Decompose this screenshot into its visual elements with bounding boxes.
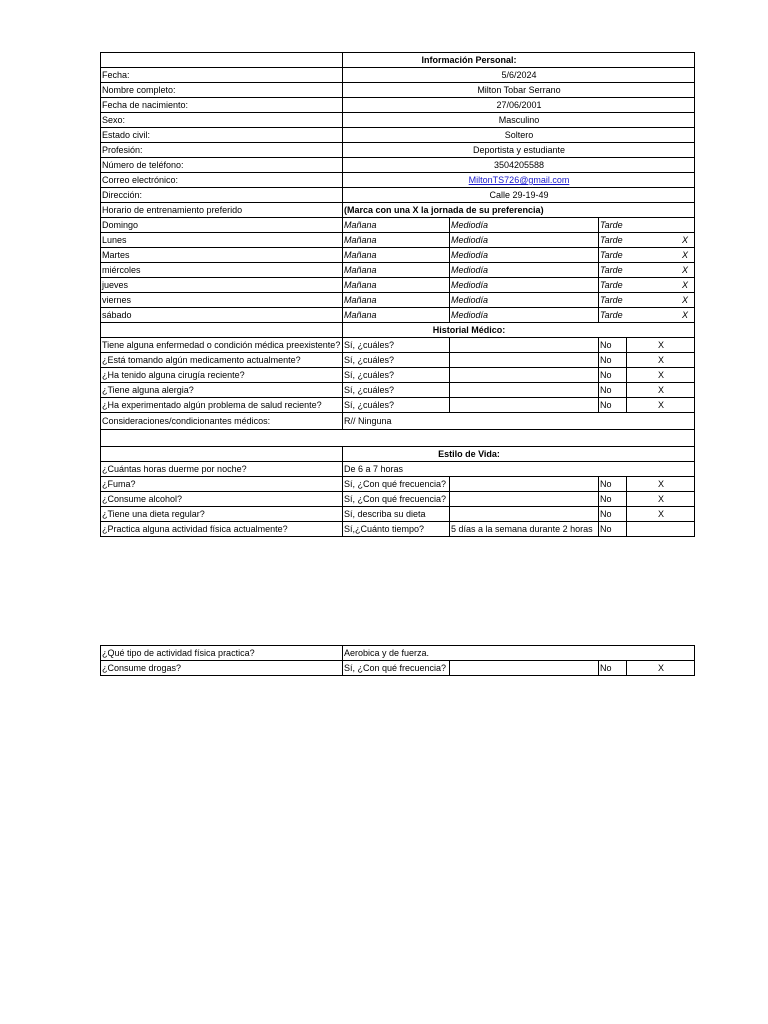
medical-question: ¿Ha experimentado algún problema de salud reciente?: [101, 398, 343, 413]
schedule-tarde[interactable]: Tarde: [599, 233, 627, 248]
activity-no-option[interactable]: No: [599, 522, 627, 537]
lifestyle-no-option[interactable]: No: [599, 492, 627, 507]
activity-yes-option[interactable]: Sí,¿Cuánto tiempo?: [343, 522, 450, 537]
schedule-mark: X: [627, 278, 695, 293]
schedule-label: Horario de entrenamiento preferido: [101, 203, 343, 218]
drugs-yes-option[interactable]: Sí, ¿Con qué frecuencia?: [343, 661, 450, 676]
personal-label: Fecha:: [101, 68, 343, 83]
lifestyle-yes-option[interactable]: Sí, ¿Con qué frecuencia?: [343, 492, 450, 507]
personal-label: Estado civil:: [101, 128, 343, 143]
lifestyle-mark: X: [627, 477, 695, 492]
lifestyle-title: Estilo de Vida:: [343, 447, 695, 462]
medical-mark: X: [627, 338, 695, 353]
form-sheet: [100, 52, 694, 537]
personal-label: Correo electrónico:: [101, 173, 343, 188]
sleep-question: ¿Cuántas horas duerme por noche?: [101, 462, 343, 477]
lifestyle-question: ¿Consume alcohol?: [101, 492, 343, 507]
schedule-mark: X: [627, 263, 695, 278]
schedule-manana[interactable]: Mañana: [343, 233, 450, 248]
schedule-mediodia[interactable]: Mediodía: [450, 263, 599, 278]
personal-value: Soltero: [343, 128, 695, 143]
medical-no-option[interactable]: No: [599, 368, 627, 383]
activity-type-question: ¿Qué tipo de actividad física practica?: [101, 646, 343, 661]
schedule-mark: X: [627, 308, 695, 323]
schedule-tarde[interactable]: Tarde: [599, 278, 627, 293]
personal-label: Sexo:: [101, 113, 343, 128]
medical-no-option[interactable]: No: [599, 398, 627, 413]
schedule-manana[interactable]: Mañana: [343, 278, 450, 293]
personal-label: Número de teléfono:: [101, 158, 343, 173]
schedule-mark: [627, 218, 695, 233]
activity-question: ¿Practica alguna actividad física actualmente?: [101, 522, 343, 537]
medical-yes-option[interactable]: Sí, ¿cuáles?: [343, 398, 450, 413]
personal-label: Fecha de nacimiento:: [101, 98, 343, 113]
medical-no-option[interactable]: No: [599, 353, 627, 368]
schedule-mediodia[interactable]: Mediodía: [450, 278, 599, 293]
schedule-day: jueves: [101, 278, 343, 293]
medical-mark: X: [627, 383, 695, 398]
personal-value: Milton Tobar Serrano: [343, 83, 695, 98]
blank-row: [101, 430, 695, 447]
schedule-tarde[interactable]: Tarde: [599, 293, 627, 308]
schedule-manana[interactable]: Mañana: [343, 218, 450, 233]
schedule-mark: X: [627, 248, 695, 263]
medical-question: ¿Tiene alguna alergia?: [101, 383, 343, 398]
schedule-tarde[interactable]: Tarde: [599, 308, 627, 323]
schedule-tarde[interactable]: Tarde: [599, 263, 627, 278]
medical-title: Historial Médico:: [343, 323, 695, 338]
schedule-day: sábado: [101, 308, 343, 323]
medical-no-option[interactable]: No: [599, 383, 627, 398]
lifestyle-yes-option[interactable]: Sí, describa su dieta: [343, 507, 450, 522]
schedule-mediodia[interactable]: Mediodía: [450, 233, 599, 248]
activity-type-answer[interactable]: Aerobica y de fuerza.: [343, 646, 695, 661]
schedule-tarde[interactable]: Tarde: [599, 248, 627, 263]
schedule-day: miércoles: [101, 263, 343, 278]
schedule-mediodia[interactable]: Mediodía: [450, 248, 599, 263]
personal-label: Dirección:: [101, 188, 343, 203]
medical-question: ¿Ha tenido alguna cirugía reciente?: [101, 368, 343, 383]
schedule-day: viernes: [101, 293, 343, 308]
lifestyle-question: ¿Fuma?: [101, 477, 343, 492]
medical-question: Tiene alguna enfermedad o condición médica preexistente?: [101, 338, 343, 353]
schedule-mediodia[interactable]: Mediodía: [450, 218, 599, 233]
medical-mark: X: [627, 353, 695, 368]
personal-value: 27/06/2001: [343, 98, 695, 113]
considerations-label: Consideraciones/condicionantes médicos:: [101, 413, 343, 430]
personal-label: Profesión:: [101, 143, 343, 158]
considerations-value[interactable]: R// Ninguna: [343, 413, 695, 430]
medical-mark: X: [627, 368, 695, 383]
drugs-question: ¿Consume drogas?: [101, 661, 343, 676]
main-form-table: [100, 52, 695, 537]
lifestyle-mark: X: [627, 507, 695, 522]
email-link[interactable]: MiltonTS726@gmail.com: [468, 175, 570, 185]
lifestyle-mark: X: [627, 492, 695, 507]
personal-title: Información Personal:: [343, 53, 695, 68]
medical-yes-option[interactable]: Sí, ¿cuáles?: [343, 368, 450, 383]
lifestyle-no-option[interactable]: No: [599, 507, 627, 522]
personal-value: 5/6/2024: [343, 68, 695, 83]
drugs-no-option[interactable]: No: [599, 661, 627, 676]
schedule-day: Martes: [101, 248, 343, 263]
extra-form-section: [100, 645, 694, 676]
medical-no-option[interactable]: No: [599, 338, 627, 353]
personal-value: Calle 29-19-49: [343, 188, 695, 203]
extra-form-table: [100, 645, 695, 676]
schedule-tarde[interactable]: Tarde: [599, 218, 627, 233]
schedule-mark: X: [627, 293, 695, 308]
personal-value: Masculino: [343, 113, 695, 128]
sleep-answer[interactable]: De 6 a 7 horas: [343, 462, 695, 477]
schedule-manana[interactable]: Mañana: [343, 308, 450, 323]
personal-value: Deportista y estudiante: [343, 143, 695, 158]
personal-value: 3504205588: [343, 158, 695, 173]
medical-yes-option[interactable]: Sí, ¿cuáles?: [343, 383, 450, 398]
schedule-instruction: (Marca con una X la jornada de su preferencia): [343, 203, 695, 218]
schedule-mark: X: [627, 233, 695, 248]
medical-yes-option[interactable]: Sí, ¿cuáles?: [343, 338, 450, 353]
medical-mark: X: [627, 398, 695, 413]
schedule-mediodia[interactable]: Mediodía: [450, 293, 599, 308]
activity-detail[interactable]: 5 días a la semana durante 2 horas: [450, 522, 599, 537]
lifestyle-no-option[interactable]: No: [599, 477, 627, 492]
schedule-manana[interactable]: Mañana: [343, 263, 450, 278]
medical-question: ¿Está tomando algún medicamento actualmente?: [101, 353, 343, 368]
lifestyle-yes-option[interactable]: Sí, ¿Con qué frecuencia?: [343, 477, 450, 492]
personal-label: Nombre completo:: [101, 83, 343, 98]
schedule-manana[interactable]: Mañana: [343, 248, 450, 263]
medical-yes-option[interactable]: Sí, ¿cuáles?: [343, 353, 450, 368]
schedule-mediodia[interactable]: Mediodía: [450, 308, 599, 323]
schedule-day: Domingo: [101, 218, 343, 233]
schedule-day: Lunes: [101, 233, 343, 248]
lifestyle-question: ¿Tiene una dieta regular?: [101, 507, 343, 522]
schedule-manana[interactable]: Mañana: [343, 293, 450, 308]
drugs-mark: X: [627, 661, 695, 676]
